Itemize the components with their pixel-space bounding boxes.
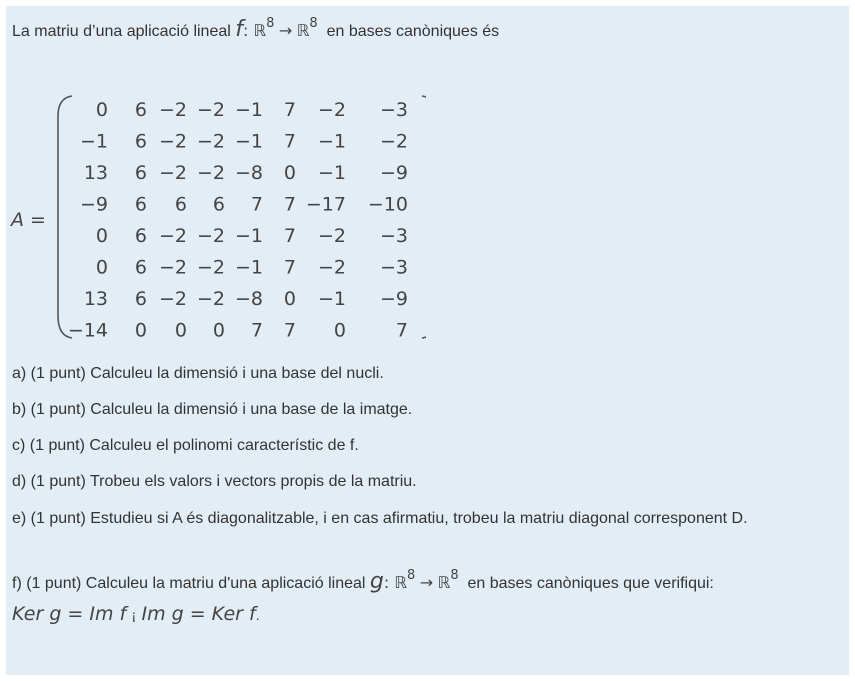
matrix-equation <box>6 90 426 350</box>
g-codomain-r: ℝ <box>437 573 451 592</box>
matrix-cell: 6 <box>134 193 147 216</box>
question-f-suffix: en bases canòniques que verifiqui: <box>467 575 714 592</box>
matrix-cell: −1 <box>317 288 346 310</box>
matrix-cell: −1 <box>234 130 263 153</box>
matrix-cell: −2 <box>158 162 187 184</box>
matrix-cell: 0 <box>174 319 187 342</box>
arrow-symbol: → <box>278 21 293 40</box>
condition-im-g: Im g = Ker f <box>141 603 256 625</box>
matrix-cell: −2 <box>158 225 187 247</box>
map-g-separator: : <box>383 573 395 592</box>
matrix-cell: −9 <box>379 162 408 184</box>
domain-r: ℝ <box>253 21 267 40</box>
matrix-cell: −1 <box>317 130 346 153</box>
matrix-cell: 0 <box>95 99 108 121</box>
matrix-cell: 13 <box>83 162 108 184</box>
matrix-cell: 0 <box>212 319 225 342</box>
matrix-cell: 7 <box>283 225 296 247</box>
matrix-a <box>6 90 426 350</box>
right-paren <box>422 96 426 338</box>
matrix-cell: 6 <box>134 225 147 247</box>
codomain-exponent: 8 <box>309 16 318 31</box>
matrix-cell: 0 <box>333 319 346 342</box>
matrix-cell: 7 <box>283 130 296 153</box>
matrix-cell: 0 <box>134 319 147 342</box>
matrix-cell: 7 <box>395 319 408 342</box>
matrix-cell: 6 <box>134 288 147 310</box>
matrix-cell: 13 <box>83 288 108 310</box>
question-a: a) (1 punt) Calculeu la dimensió i una base del nucli. <box>12 365 384 382</box>
matrix-cell: −3 <box>379 256 408 279</box>
intro-suffix: en bases canòniques és <box>326 23 500 40</box>
matrix-cell: 6 <box>212 193 225 216</box>
matrix-cell: −1 <box>317 162 346 184</box>
matrix-cell: 0 <box>283 162 296 184</box>
equals-sign: = <box>30 209 46 231</box>
matrix-cell: −8 <box>234 162 263 184</box>
matrix-cell: −2 <box>196 288 225 310</box>
condition-end: . <box>255 607 260 623</box>
map-g-symbol: g <box>369 569 384 594</box>
matrix-cell: −9 <box>379 288 408 310</box>
matrix-cell: 6 <box>174 193 187 216</box>
g-domain-exponent: 8 <box>407 568 416 583</box>
matrix-cell: −1 <box>234 225 263 247</box>
question-d: d) (1 punt) Trobeu els valors i vectors propis de la matriu. <box>12 473 417 490</box>
matrix-cell: 0 <box>95 256 108 279</box>
matrix-cell: −1 <box>234 256 263 279</box>
codomain-r: ℝ <box>296 21 310 40</box>
matrix-cells <box>68 99 408 342</box>
matrix-cell: 6 <box>134 162 147 184</box>
g-arrow-symbol: → <box>419 573 434 592</box>
condition-ker-g: Ker g = Im f <box>12 603 127 625</box>
question-e: e) (1 punt) Estudieu si A és diagonalitzable, i en cas afirmatiu, trobeu la matriu diagonal corresponent D. <box>12 510 748 527</box>
matrix-cell: 7 <box>250 193 263 216</box>
matrix-cell: −17 <box>305 193 346 216</box>
g-domain-r: ℝ <box>394 573 408 592</box>
matrix-cell: −2 <box>379 130 408 153</box>
matrix-cell: −2 <box>158 99 187 121</box>
matrix-cell: −2 <box>317 225 346 247</box>
question-c: c) (1 punt) Calculeu el polinomi característic de f. <box>12 437 359 454</box>
matrix-cell: 6 <box>134 256 147 279</box>
domain-exponent: 8 <box>266 16 275 31</box>
matrix-cell: −2 <box>196 99 225 121</box>
intro-prefix: La matriu d’una aplicació lineal <box>12 23 231 40</box>
matrix-cell: −2 <box>196 256 225 279</box>
matrix-cell: −1 <box>234 99 263 121</box>
question-f-prefix: f) (1 punt) Calculeu la matriu d'una aplicació lineal <box>12 575 366 592</box>
matrix-cell: 7 <box>283 193 296 216</box>
matrix-cell: −2 <box>196 225 225 247</box>
matrix-cell: −8 <box>234 288 263 310</box>
question-f <box>12 568 714 595</box>
matrix-cell: −2 <box>317 99 346 121</box>
matrix-cell: 0 <box>95 225 108 247</box>
matrix-cell: 7 <box>283 99 296 121</box>
matrix-cell: −9 <box>79 193 108 216</box>
matrix-cell: 6 <box>134 130 147 153</box>
matrix-cell: −2 <box>158 288 187 310</box>
question-b: b) (1 punt) Calculeu la dimensió i una base de la imatge. <box>12 401 413 418</box>
matrix-cell: −1 <box>79 130 108 153</box>
matrix-name: A <box>11 209 24 231</box>
question-f-conditions <box>12 604 260 625</box>
matrix-cell: 7 <box>283 319 296 342</box>
map-f-separator: : <box>243 21 254 40</box>
matrix-cell: −2 <box>196 130 225 153</box>
matrix-cell: −2 <box>317 256 346 279</box>
intro-sentence <box>12 16 500 43</box>
matrix-cell: −2 <box>196 162 225 184</box>
matrix-cell: −14 <box>67 319 108 342</box>
g-codomain-exponent: 8 <box>450 568 459 583</box>
matrix-cell: 0 <box>283 288 296 310</box>
matrix-cell: −3 <box>379 99 408 121</box>
left-paren <box>58 96 72 338</box>
condition-separator: ¡ <box>131 607 137 623</box>
matrix-cell: −2 <box>158 256 187 279</box>
map-f-symbol: f <box>235 17 243 42</box>
matrix-cell: −2 <box>158 130 187 153</box>
question-panel <box>6 6 849 675</box>
matrix-cell: −10 <box>367 193 408 216</box>
matrix-cell: −3 <box>379 225 408 247</box>
matrix-cell: 6 <box>134 99 147 121</box>
matrix-cell: 7 <box>283 256 296 279</box>
matrix-cell: 7 <box>250 319 263 342</box>
